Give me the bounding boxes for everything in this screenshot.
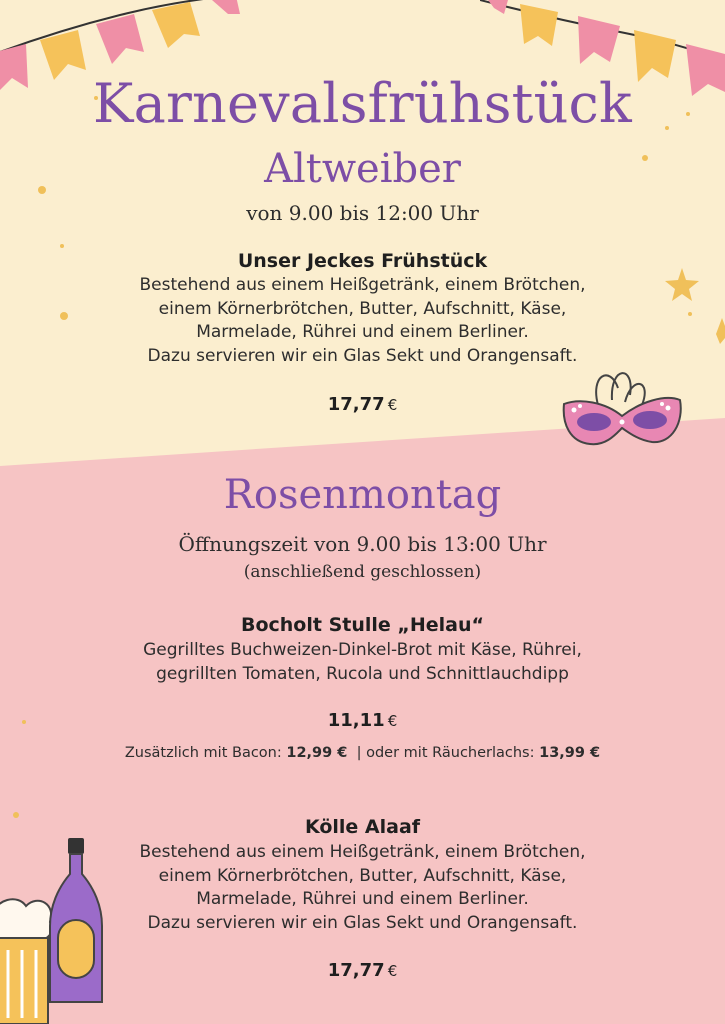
- menu-item-description: [0, 274, 725, 368]
- description-line: einem Körnerbrötchen, Butter, Aufschnitt, Käse,: [158, 865, 567, 886]
- menu-item-description: [0, 639, 725, 686]
- extras-separator: |: [356, 745, 362, 761]
- description-line: Gegrilltes Buchweizen-Dinkel-Brot mit Käse, Rührei,: [143, 640, 582, 660]
- section-heading-rosenmontag: Rosenmontag: [223, 472, 502, 518]
- extra-salmon-price: 13,99 €: [539, 745, 601, 761]
- price-value: 17,77: [327, 960, 385, 981]
- currency: €: [387, 396, 398, 414]
- currency: €: [387, 712, 398, 730]
- description-line: Bestehend aus einem Heißgetränk, einem Brötchen,: [139, 275, 586, 295]
- menu-item-title: Kölle Alaaf: [304, 816, 421, 838]
- section-heading-altweiber: Altweiber: [264, 146, 461, 192]
- description-line: Bestehend aus einem Heißgetränk, einem Brötchen,: [139, 842, 586, 862]
- menu-item-description: [0, 841, 725, 935]
- section-note: (anschließend geschlossen): [243, 562, 482, 582]
- extras-line: [0, 745, 725, 761]
- description-line: gegrillten Tomaten, Rucola und Schnittlauchdipp: [156, 663, 569, 684]
- description-line: Dazu servieren wir ein Glas Sekt und Orangensaft.: [147, 912, 578, 933]
- section-time-rosenmontag: Öffnungszeit von 9.00 bis 13:00 Uhr: [178, 532, 547, 556]
- section-time-altweiber: von 9.00 bis 12:00 Uhr: [246, 201, 479, 225]
- menu-item-title: Unser Jeckes Frühstück: [237, 250, 488, 272]
- extra-salmon-label: oder mit Räucherlachs:: [366, 745, 535, 761]
- currency: €: [387, 962, 398, 980]
- menu-item-price: [0, 960, 725, 981]
- description-line: einem Körnerbrötchen, Butter, Aufschnitt, Käse,: [158, 298, 567, 319]
- extra-bacon-price: 12,99 €: [286, 745, 348, 761]
- extra-bacon-label: Zusätzlich mit Bacon:: [124, 745, 282, 761]
- menu-item-price: [0, 394, 725, 415]
- description-line: Dazu servieren wir ein Glas Sekt und Orangensaft.: [147, 345, 578, 366]
- price-value: 17,77: [327, 394, 385, 415]
- description-line: Marmelade, Rührei und einem Berliner.: [196, 889, 529, 909]
- menu-item-price: [0, 710, 725, 731]
- price-value: 11,11: [327, 710, 385, 731]
- description-line: Marmelade, Rührei und einem Berliner.: [196, 322, 529, 342]
- page-title: Karnevalsfrühstück: [93, 72, 632, 135]
- menu-item-title: Bocholt Stulle „Helau“: [240, 614, 485, 636]
